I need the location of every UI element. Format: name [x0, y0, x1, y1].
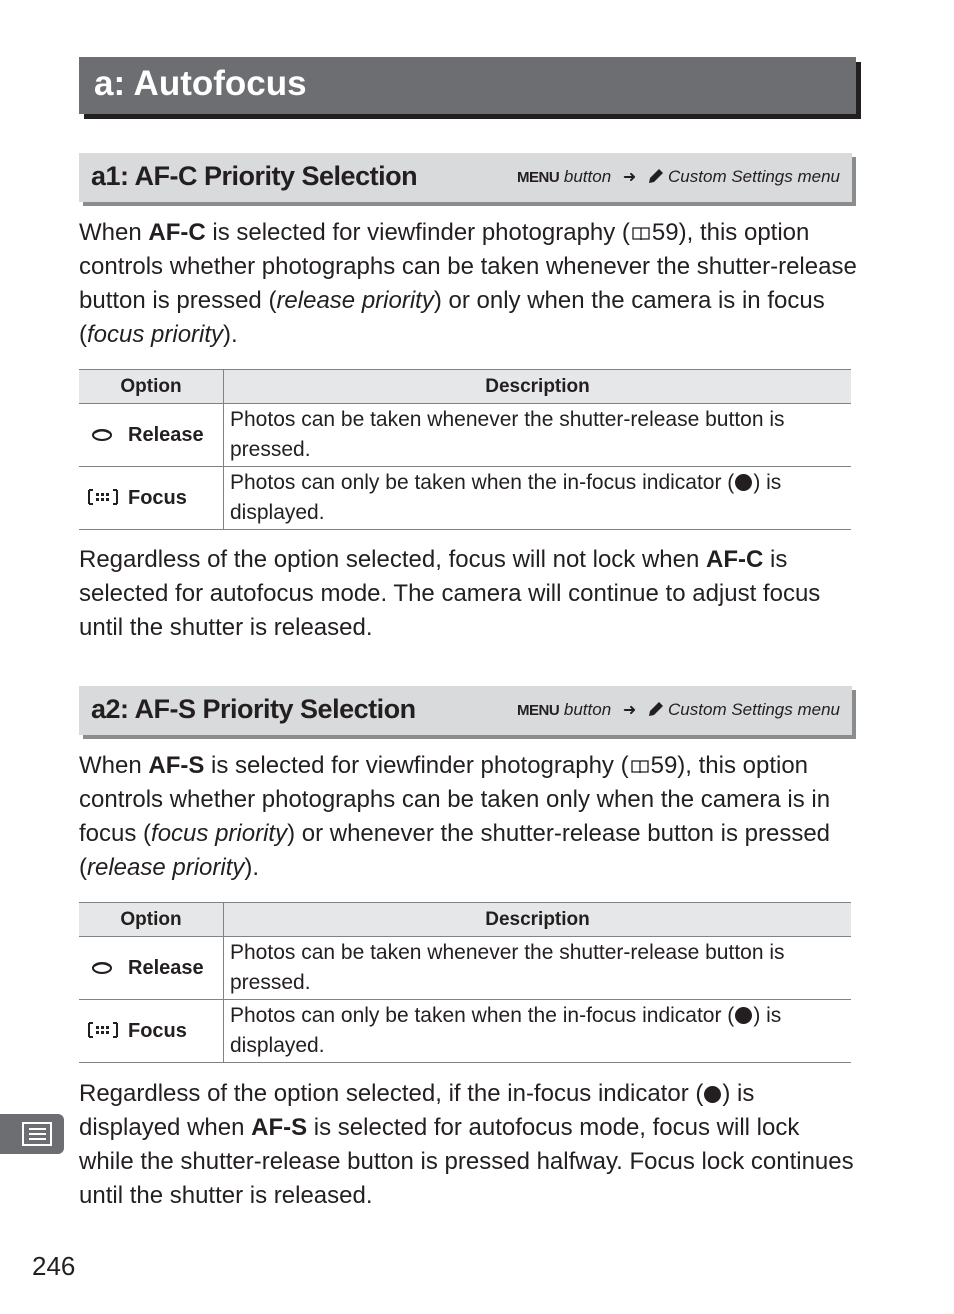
release-icon — [88, 424, 118, 444]
option-cell: Release — [79, 404, 224, 467]
menu-key-label: MENU — [516, 169, 560, 186]
table-header-row — [79, 903, 851, 937]
column-header: Description — [224, 370, 852, 404]
column-header: Description — [224, 903, 852, 937]
menu-list-icon — [22, 1122, 52, 1146]
arrow-icon: ➜ — [622, 169, 637, 186]
button-word: button — [563, 167, 612, 186]
description-cell: Photos can be taken whenever the shutter-release button is pressed. — [224, 937, 852, 1000]
button-word: button — [563, 700, 612, 719]
table-row — [79, 1000, 851, 1063]
option-cell: Focus — [79, 467, 224, 530]
book-icon — [632, 226, 650, 241]
focus-icon — [88, 487, 118, 507]
in-focus-indicator-icon — [704, 1086, 721, 1103]
options-table — [79, 369, 851, 530]
options-table — [79, 902, 851, 1063]
section-title: a1: AF-C Priority Selection — [91, 161, 418, 191]
chapter-side-tab — [0, 1114, 64, 1154]
in-focus-indicator-icon — [735, 1007, 752, 1024]
section-header-a1 — [79, 153, 852, 202]
pencil-icon — [648, 701, 664, 717]
menu-name: Custom Settings menu — [668, 700, 840, 719]
note-paragraph: Regardless of the option selected, if the in-focus indicator ( ) is displayed when AF-S is selected for autofocus mode, focus will lock while the shutter-release button is pressed halfway. Focus lock continues until the shutter is released. — [79, 1080, 854, 1209]
intro-paragraph: When AF-C is selected for viewfinder photography ( 59), this option controls whether photographs can be taken whenever the shutter-release button is pressed (release priority) or only when the camera is in focus (focus priority). — [79, 219, 857, 348]
arrow-icon: ➜ — [622, 702, 637, 719]
intro-paragraph: When AF-S is selected for viewfinder photography ( 59), this option controls whether photographs can be taken only when the camera is in focus (focus priority) or whenever the shutter-release button is pressed (release priority). — [79, 752, 831, 881]
description-cell: Photos can only be taken when the in-focus indicator ( ) is displayed. — [224, 1000, 852, 1063]
column-header: Option — [79, 903, 224, 937]
option-cell: Focus — [79, 1000, 224, 1063]
section-title: a2: AF-S Priority Selection — [91, 694, 416, 724]
description-cell: Photos can only be taken when the in-focus indicator ( ) is displayed. — [224, 467, 852, 530]
menu-name: Custom Settings menu — [668, 167, 840, 186]
page-title: a: Autofocus — [79, 57, 856, 114]
table-header-row — [79, 370, 851, 404]
description-cell: Photos can be taken whenever the shutter-release button is pressed. — [224, 404, 852, 467]
table-row — [79, 937, 851, 1000]
option-cell: Release — [79, 937, 224, 1000]
page-number: 246 — [32, 1251, 76, 1281]
table-row — [79, 404, 851, 467]
focus-icon — [88, 1020, 118, 1040]
pencil-icon — [648, 168, 664, 184]
menu-path — [517, 153, 840, 201]
section-header-a2 — [79, 686, 852, 735]
menu-key-label: MENU — [516, 702, 560, 719]
menu-path — [517, 686, 840, 734]
in-focus-indicator-icon — [735, 474, 752, 491]
table-row — [79, 467, 851, 530]
note-paragraph: Regardless of the option selected, focus will not lock when AF-C is selected for autofocus mode. The camera will continue to adjust focus until the shutter is released. — [79, 546, 821, 641]
column-header: Option — [79, 370, 224, 404]
release-icon — [88, 957, 118, 977]
book-icon — [631, 759, 649, 774]
